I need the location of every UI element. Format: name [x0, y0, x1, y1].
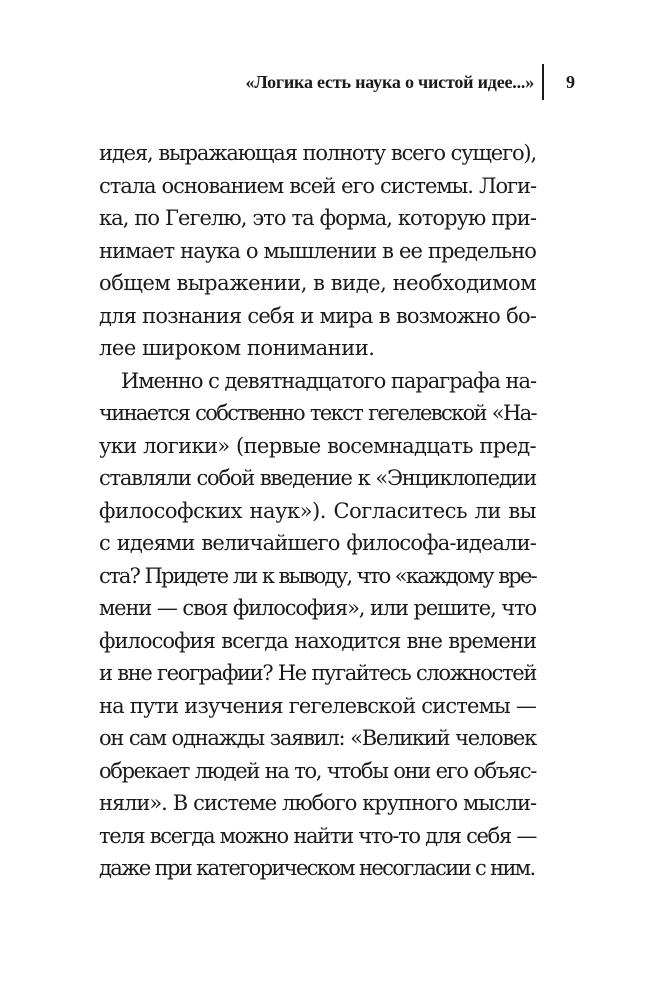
- text-line: мени — своя философия», или решите, что: [99, 596, 536, 620]
- text-line: даже при категорическом несогласии с ним.: [99, 856, 535, 880]
- text-line: философия всегда находится вне времени: [99, 628, 536, 653]
- text-line: философских наук»). Согласитесь ли вы: [99, 498, 536, 523]
- text-line: чинается собственно текст гегелевской «На-: [99, 401, 536, 425]
- body-text: [99, 137, 536, 885]
- text-line: лее широком понимании.: [99, 336, 375, 360]
- text-line: уки логики» (первые восемнадцать пред-: [99, 433, 536, 458]
- text-line: ставляли собой введение к «Энциклопедии: [99, 466, 536, 490]
- text-line: теля всегда можно найти что-то для себя —: [99, 823, 536, 848]
- text-line: с идеями величайшего философа-идеали-: [99, 531, 536, 555]
- paragraph-2: [99, 365, 536, 885]
- text-line: и вне географии? Не пугайтесь сложностей: [99, 661, 536, 685]
- text-line: он сам однажды заявил: «Великий человек: [99, 726, 536, 750]
- text-line: ка, по Гегелю, это та форма, которую при-: [99, 206, 536, 230]
- text-line: идея, выражающая полноту всего сущего),: [99, 141, 536, 165]
- page-number: 9: [566, 72, 575, 92]
- text-line: ста? Придете ли к выводу, что «каждому вре-: [99, 563, 536, 588]
- text-line: Именно с девятнадцатого параграфа на-: [121, 368, 536, 393]
- header-divider: [542, 64, 544, 100]
- text-line: на пути изучения гегелевской системы —: [99, 693, 536, 718]
- text-line: нимает наука о мышлении в ее предельно: [99, 238, 536, 263]
- text-line: общем выражении, в виде, необходимом: [99, 271, 537, 295]
- text-line: для познания себя и мира в возможно бо-: [99, 303, 536, 328]
- running-head-title: «Логика есть наука о чистой идее...»: [245, 72, 534, 92]
- text-line: обрекает людей на то, чтобы они его объяс-: [99, 758, 536, 783]
- text-line: няли». В системе любого крупного мысли-: [99, 791, 536, 815]
- text-line: стала основанием всей его системы. Логи-: [99, 173, 536, 198]
- paragraph-1: [99, 137, 536, 365]
